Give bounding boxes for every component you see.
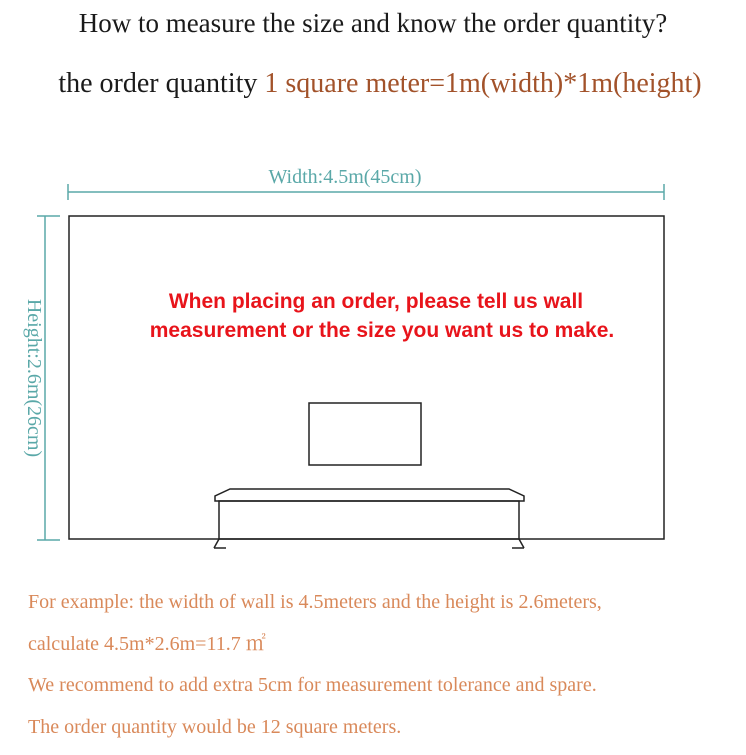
height-label: Height:2.6m(26cm)	[23, 298, 45, 458]
width-label: Width:4.5m(45cm)	[268, 166, 422, 188]
example-line-3: We recommend to add extra 5cm for measurement tolerance and spare.	[28, 674, 597, 696]
example-line-4: The order quantity would be 12 square meters.	[28, 715, 402, 738]
tv-screen	[309, 403, 421, 465]
subtitle-formula: 1 square meter=1m(width)*1m(height)	[264, 68, 702, 99]
wall-measurement-diagram	[0, 150, 746, 570]
instruction-line-2: measurement or the size you want us to make.	[149, 319, 615, 342]
page-title: How to measure the size and know the order quantity?	[78, 8, 668, 38]
example-line-2: calculate 4.5m*2.6m=11.7 ㎡	[28, 632, 266, 655]
order-quantity-subtitle	[0, 68, 746, 100]
instruction-line-1: When placing an order, please tell us wall	[168, 290, 584, 313]
tv-cabinet	[214, 489, 524, 548]
wall-outline	[69, 216, 664, 539]
subtitle-prefix: the order quantity	[58, 68, 258, 99]
example-line-1: For example: the width of wall is 4.5meters and the height is 2.6meters,	[28, 591, 602, 613]
calculation-example	[28, 582, 602, 748]
